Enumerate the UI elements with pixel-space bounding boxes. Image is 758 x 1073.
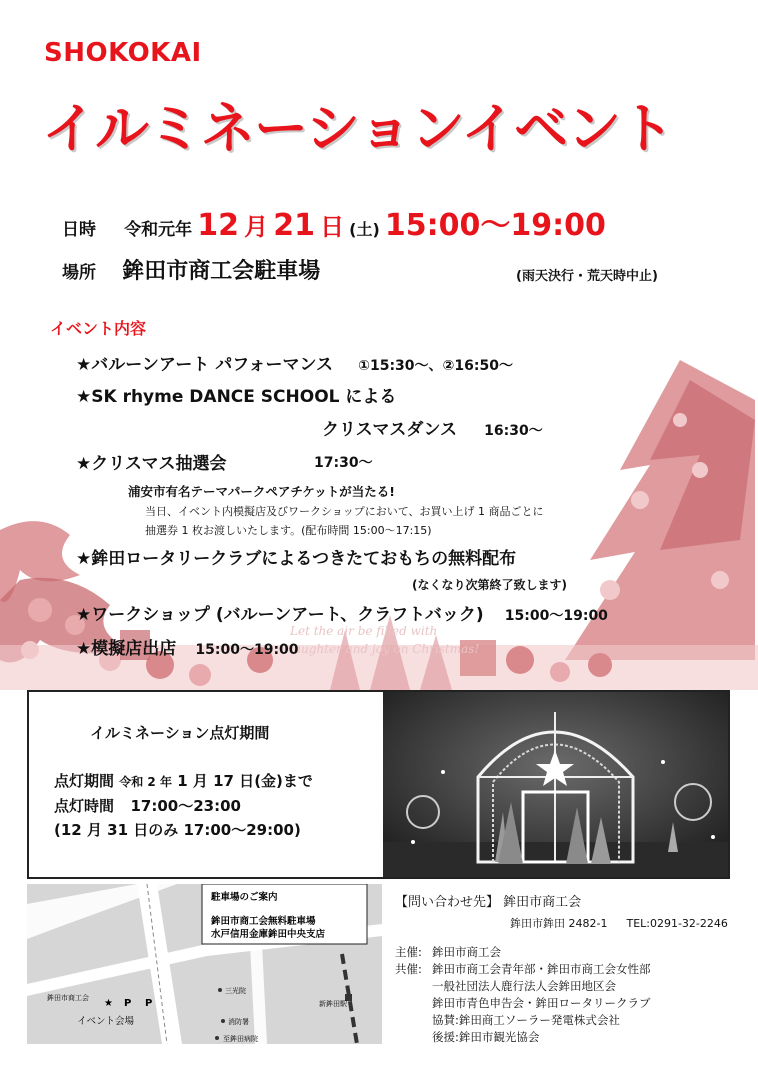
place-value: 鉾田市商工会駐車場: [122, 259, 321, 284]
script-line-1: Let the air be filled with: [290, 624, 438, 638]
event-workshop-time: 15:00〜19:00: [504, 608, 608, 624]
map-label-station: 新鉾田駅: [319, 1000, 347, 1008]
illumination-heading: イルミネーション点灯期間: [90, 724, 270, 742]
event-mochi-note: (なくなり次第終了致します): [412, 578, 567, 592]
event-dance-time: 16:30〜: [484, 423, 543, 439]
datetime-line: [62, 200, 606, 244]
parking-map: [27, 884, 382, 1044]
illumination-period-label: 点灯期間: [54, 772, 115, 790]
script-line-2: laughter and joy on Christmas!: [290, 642, 480, 656]
map-label-venue: イベント会場: [77, 1016, 135, 1027]
illumination-period-line: [54, 770, 313, 791]
sponsor-value: 鉾田商工ソーラー発電株式会社: [458, 1013, 620, 1027]
illumination-period-date: 1 月 17 日: [177, 772, 255, 790]
event-stalls: [76, 634, 299, 659]
datetime-day: 21: [273, 208, 315, 243]
place-label: 場所: [62, 263, 96, 283]
event-dance: [76, 382, 396, 407]
host-value: 鉾田市商工会: [432, 945, 501, 959]
event-stalls-time: 15:00〜19:00: [195, 642, 299, 658]
map-label-road: 至鉾田病院: [223, 1035, 258, 1043]
map-label-p1: P: [124, 998, 132, 1009]
kicker: SHOKOKAI: [44, 38, 202, 68]
event-lottery-prize: 浦安市有名テーマパークペアチケットが当たる!: [128, 484, 395, 499]
event-lottery-time: 17:30〜: [314, 455, 373, 471]
map-star-icon: ★: [104, 998, 113, 1009]
support-line: [432, 1029, 539, 1045]
illumination-period-era: 令和 2 年: [119, 775, 172, 789]
support-label: 後援:: [432, 1030, 459, 1044]
map-label-p2: P: [145, 998, 153, 1009]
place-line: [62, 254, 320, 285]
cohost-1: 鉾田市商工会青年部・鉾田市商工会女性部: [432, 962, 651, 976]
support-value: 鉾田市観光協会: [458, 1030, 540, 1044]
illumination-hours-value: 17:00〜23:00: [130, 797, 241, 815]
illumination-photo: [383, 692, 728, 877]
contact-label: 【問い合わせ先】: [395, 895, 500, 910]
event-workshop-title: ★ワークショップ (バルーンアート、クラフトバック): [76, 605, 484, 625]
cohost-label: 共催:: [395, 962, 422, 976]
event-lottery-note-2: 抽選券 1 枚お渡しいたします。(配布時間 15:00〜17:15): [145, 524, 432, 537]
contact-address: 鉾田市鉾田 2482-1: [510, 917, 608, 930]
map-parking-2: 水戸信用金庫鉾田中央支店: [211, 929, 326, 940]
sponsor-label: 協賛:: [432, 1013, 459, 1027]
illumination-hours-label: 点灯時間: [54, 797, 115, 815]
illumination-hours-line: [54, 795, 241, 816]
event-dance-subtitle: クリスマスダンス: [322, 420, 457, 440]
map-parking-title: 駐車場のご案内: [211, 892, 278, 903]
cohost-3: 鉾田市青色申告会・鉾田ロータリークラブ: [432, 996, 651, 1010]
datetime-month: 12: [197, 208, 240, 243]
event-content-heading: イベント内容: [50, 319, 147, 338]
rain-note: (雨天決行・荒天時中止): [516, 269, 658, 284]
event-balloon-time: ①15:30〜、②16:50〜: [358, 358, 513, 374]
datetime-day-unit: 日: [320, 213, 345, 241]
contact-address-line: [510, 915, 728, 931]
event-stalls-title: ★模擬店出店: [76, 639, 177, 659]
map-label-shokokai: 鉾田市商工会: [47, 994, 89, 1002]
event-balloon-title: ★バルーンアート パフォーマンス: [76, 355, 333, 375]
event-title: イルミネーションイベント: [42, 97, 674, 160]
illumination-period-suffix: まで: [282, 772, 313, 790]
contact-name: 鉾田市商工会: [503, 895, 582, 910]
datetime-era: 令和元年: [124, 220, 193, 240]
event-workshop: [76, 600, 608, 625]
host-label: 主催:: [395, 945, 422, 959]
cohost-2: 一般社団法人鹿行法人会鉾田地区会: [432, 979, 616, 993]
event-dance-title: ★SK rhyme DANCE SCHOOL による: [76, 387, 397, 407]
sponsor-line: [432, 1012, 620, 1028]
illumination-period-weekday: (金): [254, 772, 283, 790]
contact-tel: TEL:0291-32-2246: [626, 917, 728, 930]
map-label-fire: 消防署: [228, 1018, 249, 1026]
event-mochi-title: ★鉾田ロータリークラブによるつきたておもちの無料配布: [76, 549, 517, 569]
event-lottery-time-wrap: [314, 452, 373, 472]
event-lottery: [76, 449, 227, 474]
contact-block: [395, 891, 581, 910]
datetime-weekday: (土): [349, 220, 380, 239]
event-lottery-title: ★クリスマス抽選会: [76, 454, 227, 474]
event-lottery-note-1: 当日、イベント内模擬店及びワークショップにおいて、お買い上げ 1 商品ごとに: [145, 505, 544, 518]
map-label-sankoin: 三光院: [225, 987, 246, 995]
datetime-time: 15:00〜19:00: [384, 208, 606, 243]
illumination-special: (12 月 31 日のみ 17:00〜29:00): [54, 821, 301, 839]
map-parking-1: 鉾田市商工会無料駐車場: [211, 916, 316, 927]
event-balloon: [76, 350, 513, 375]
event-dance-sub: [322, 415, 543, 440]
event-mochi: [76, 544, 516, 569]
datetime-label: 日時: [62, 220, 96, 240]
datetime-month-unit: 月: [244, 213, 269, 241]
